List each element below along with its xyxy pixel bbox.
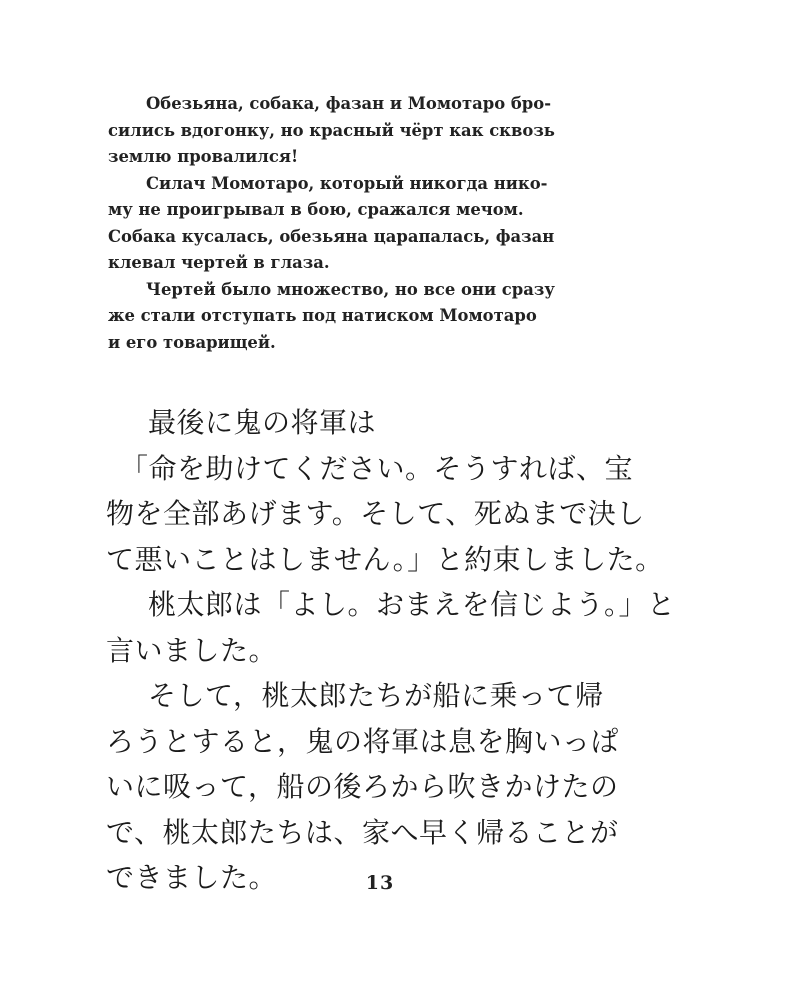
japanese-line: そして，桃太郎たちが船に乗って帰	[148, 679, 604, 712]
japanese-line: いに吸って，船の後ろから吹きかけたの	[106, 770, 619, 803]
japanese-text-block	[106, 400, 676, 901]
japanese-line: て悪いことはしません。」と約束しました。	[106, 542, 664, 576]
russian-line: клевал чертей в глаза.	[108, 253, 330, 272]
russian-paragraph-3	[108, 277, 660, 357]
russian-line: же стали отступать под натиском Момотаро	[108, 306, 537, 325]
japanese-line: ろうとすると，鬼の将軍は息を胸いっぱ	[106, 724, 620, 758]
russian-line: землю провалился!	[108, 147, 299, 166]
japanese-line: できました。	[106, 861, 278, 894]
russian-paragraph-1	[108, 91, 660, 171]
russian-paragraph-2	[108, 171, 660, 277]
russian-line: Силач Момотаро, который никогда нико-	[146, 173, 548, 193]
russian-text-block	[108, 91, 660, 356]
japanese-line: 言いました。	[106, 633, 278, 667]
japanese-line: で、桃太郎たちは、家へ早く帰ることが	[106, 815, 619, 849]
japanese-line: 物を全部あげます。そして、死ぬまで決し	[106, 497, 645, 530]
japanese-line: 桃太郎は「よし。おまえを信じよう。」と	[148, 588, 676, 621]
russian-line: и его товарищей.	[108, 332, 276, 352]
russian-line: му не проигрывал в бою, сражался мечом.	[108, 200, 524, 219]
japanese-line: 最後に鬼の将軍は	[148, 406, 377, 439]
japanese-line: 「命を助けてください。そうすれば、宝	[120, 451, 634, 485]
russian-line: сились вдогонку, но красный чёрт как сквозь	[108, 120, 555, 140]
russian-line: Обезьяна, собака, фазан и Момотаро бро-	[146, 94, 551, 113]
russian-line: Чертей было множество, но все они сразу	[146, 279, 555, 299]
russian-line: Собака кусалась, обезьяна царапалась, фазан	[108, 226, 555, 246]
page-number: 13	[365, 872, 395, 894]
